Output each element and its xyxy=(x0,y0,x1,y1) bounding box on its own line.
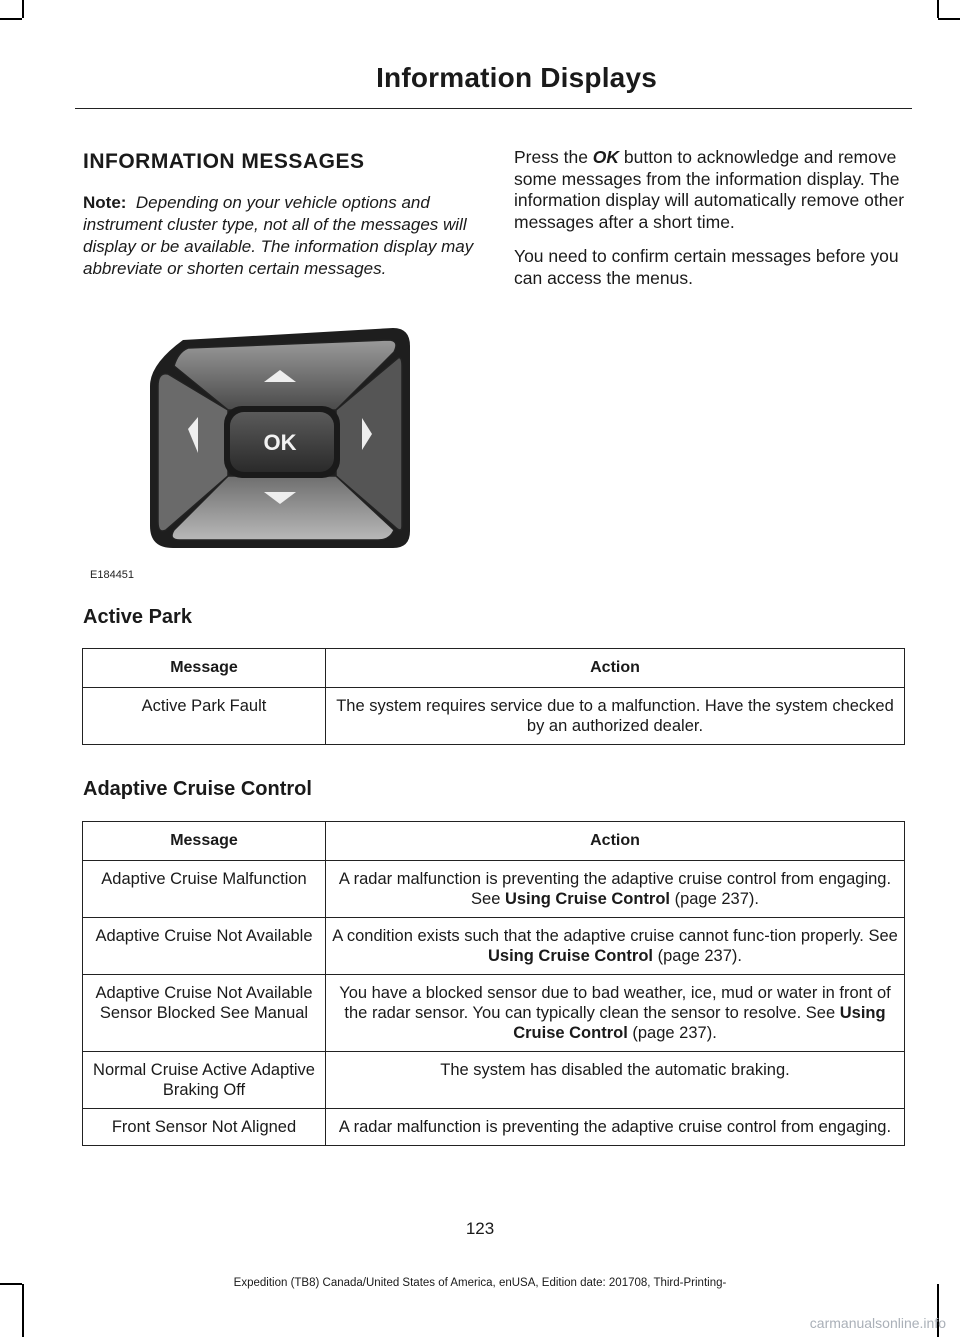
action-cell xyxy=(326,861,905,918)
message-column-header: Message xyxy=(83,822,326,861)
footer-edition-info: Expedition (TB8) Canada/United States of America, enUSA, Edition date: 201708, Third-Printing- xyxy=(233,1277,727,1289)
ok-keyword: OK xyxy=(592,147,620,167)
action-cell: The system requires service due to a malfunction. Have the system checked by an authorized dealer. xyxy=(326,688,905,745)
image-id: E184451 xyxy=(90,569,135,581)
active-park-table xyxy=(82,648,905,745)
crop-mark xyxy=(22,1284,24,1337)
action-cell xyxy=(326,975,905,1052)
page-header xyxy=(75,62,912,109)
adaptive-cruise-heading: Adaptive Cruise Control xyxy=(83,778,312,800)
page-number: 123 xyxy=(465,1219,495,1238)
message-cell: Normal Cruise Active Adaptive Braking Off xyxy=(83,1052,326,1109)
steering-wheel-controls-illustration xyxy=(88,326,423,581)
message-cell: Front Sensor Not Aligned xyxy=(83,1109,326,1146)
intro-left-column xyxy=(83,150,478,280)
table-row xyxy=(83,1052,905,1109)
page-reference: (page 237). xyxy=(669,890,759,908)
table-row xyxy=(83,1109,905,1146)
action-cell xyxy=(326,918,905,975)
message-column-header: Message xyxy=(83,649,326,688)
page-reference: (page 237). xyxy=(653,947,742,965)
adaptive-cruise-table xyxy=(82,821,905,1146)
table-header-row xyxy=(83,822,905,861)
section-heading: INFORMATION MESSAGES xyxy=(83,150,365,173)
action-column-header: Action xyxy=(326,822,905,861)
crop-mark xyxy=(938,18,960,20)
table-row xyxy=(83,918,905,975)
crop-mark xyxy=(0,18,22,20)
para-text: button to acknowledge and remove some messages from the information display. The information display will automatically remove other messages after a short time. xyxy=(514,147,905,232)
page-title: Information Displays xyxy=(376,62,657,93)
confirm-paragraph: You need to confirm certain messages before you can access the menus. xyxy=(514,246,899,288)
message-cell: Active Park Fault xyxy=(83,688,326,745)
cross-reference-link[interactable]: Using Cruise Control xyxy=(488,947,654,965)
cross-reference-link[interactable]: Using Cruise Control xyxy=(513,1004,886,1042)
action-cell: A radar malfunction is preventing the adaptive cruise control from engaging. xyxy=(326,1109,905,1146)
action-column-header: Action xyxy=(326,649,905,688)
crop-mark xyxy=(937,0,939,18)
cross-reference-link[interactable]: Using Cruise Control xyxy=(504,890,670,908)
page-reference: (page 237). xyxy=(627,1024,717,1042)
ok-button-label: OK xyxy=(263,430,297,455)
message-cell: Adaptive Cruise Not Available xyxy=(83,918,326,975)
message-cell: Adaptive Cruise Malfunction xyxy=(83,861,326,918)
table-row xyxy=(83,975,905,1052)
active-park-heading: Active Park xyxy=(83,606,192,628)
note-text: Depending on your vehicle options and instrument cluster type, not all of the messages will display or be available. The information display may abbreviate or shorten certain messages. xyxy=(83,193,474,278)
table-header-row xyxy=(83,649,905,688)
table-row xyxy=(83,688,905,745)
control-pad-graphic xyxy=(88,326,423,566)
para-text: Press the xyxy=(514,147,593,167)
note-paragraph xyxy=(83,192,478,280)
watermark: carmanualsonline.info xyxy=(809,1315,946,1331)
crop-mark xyxy=(22,0,24,18)
action-text: A radar malfunction is preventing the adaptive cruise control from engaging. See xyxy=(338,870,892,908)
action-text: You have a blocked sensor due to bad weather, ice, mud or water in front of the radar sensor. You can typically clean the sensor to resolve. See xyxy=(339,984,891,1022)
action-text: A condition exists such that the adaptive cruise cannot func-tion properly. See xyxy=(332,927,898,945)
action-cell: The system has disabled the automatic braking. xyxy=(326,1052,905,1109)
ok-instruction-paragraph xyxy=(514,147,909,233)
note-label: Note: xyxy=(83,193,127,212)
intro-right-column xyxy=(514,147,909,302)
table-row xyxy=(83,861,905,918)
message-cell: Adaptive Cruise Not Available Sensor Blocked See Manual xyxy=(83,975,326,1052)
